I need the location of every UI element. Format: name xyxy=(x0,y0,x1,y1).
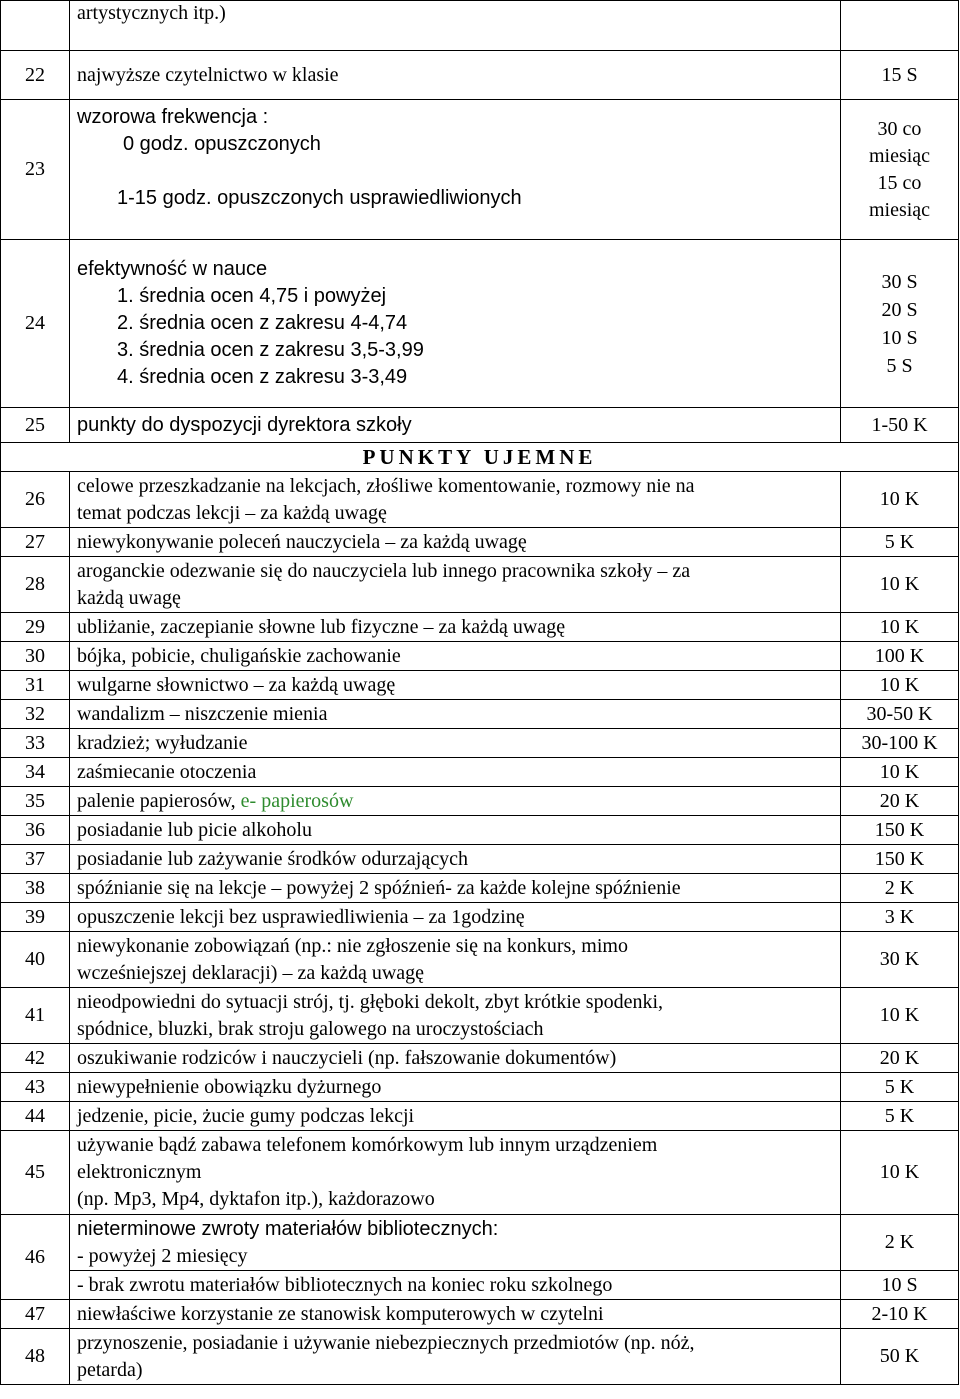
row-item: 1. średnia ocen 4,75 i powyżej xyxy=(117,285,387,307)
row-number: 45 xyxy=(1,1131,70,1215)
section-header: PUNKTY UJEMNE xyxy=(1,443,959,472)
row-text-highlight: e- papierosów xyxy=(240,789,354,812)
row-number: 34 xyxy=(1,758,70,787)
row-points: 30-50 K xyxy=(841,700,959,729)
row-description xyxy=(70,1073,841,1102)
points-line: 10 S xyxy=(881,326,918,349)
row-text: celowe przeszkadzanie na lekcjach, złośliwe komentowanie, rozmowy nie na xyxy=(77,474,695,497)
row-text: spóźnianie się na lekcje – powyżej 2 spóźnień- za każde kolejne spóźnienie xyxy=(77,876,681,899)
row-number: 46 xyxy=(1,1215,70,1300)
row-description xyxy=(70,1215,841,1271)
points-line: miesiąc xyxy=(868,198,931,221)
table-row xyxy=(1,240,959,408)
table-row xyxy=(1,787,959,816)
row-text: spódnice, bluzki, brak stroju galowego na uroczystościach xyxy=(77,1017,544,1040)
row-points: 3 K xyxy=(841,903,959,932)
row-points: 10 K xyxy=(841,1131,959,1215)
row-description xyxy=(70,932,841,988)
points-line: 15 co xyxy=(877,171,922,194)
row-description xyxy=(70,642,841,671)
row-text: oszukiwanie rodziców i nauczycieli (np. fałszowanie dokumentów) xyxy=(77,1046,617,1069)
row-points: 10 K xyxy=(841,758,959,787)
row-text: najwyższe czytelnictwo w klasie xyxy=(77,63,339,86)
row-points: 2-10 K xyxy=(841,1300,959,1329)
row-description xyxy=(70,671,841,700)
row-number: 44 xyxy=(1,1102,70,1131)
row-points: 30-100 K xyxy=(841,729,959,758)
row-number: 28 xyxy=(1,557,70,613)
row-number: 41 xyxy=(1,988,70,1044)
row-points: 5 K xyxy=(841,1102,959,1131)
row-text: elektronicznym xyxy=(77,1161,202,1183)
table-row xyxy=(1,557,959,613)
row-points: 20 K xyxy=(841,1044,959,1073)
row-text: ubliżanie, zaczepianie słowne lub fizyczne – za każdą uwagę xyxy=(77,615,566,638)
row-description xyxy=(70,1271,841,1300)
row-text: opuszczenie lekcji bez usprawiedliwienia – za 1godzinę xyxy=(77,905,525,928)
table-row xyxy=(1,1131,959,1215)
row-description xyxy=(70,758,841,787)
points-line: miesiąc xyxy=(868,144,931,167)
row-points: 150 K xyxy=(841,845,959,874)
row-points: 10 K xyxy=(841,472,959,528)
row-text: posiadanie lub picie alkoholu xyxy=(77,818,312,841)
row-points: 50 K xyxy=(841,1329,959,1385)
row-text: niewypełnienie obowiązku dyżurnego xyxy=(77,1075,382,1098)
row-points: 10 K xyxy=(841,988,959,1044)
row-description xyxy=(70,988,841,1044)
row-text: niewykonywanie poleceń nauczyciela – za każdą uwagę xyxy=(77,530,527,553)
table-row xyxy=(1,874,959,903)
row-points: 5 K xyxy=(841,1073,959,1102)
row-description xyxy=(70,1,841,51)
row-number: 36 xyxy=(1,816,70,845)
row-text: petarda) xyxy=(77,1358,143,1381)
row-description xyxy=(70,100,841,240)
table-row xyxy=(1,1102,959,1131)
row-title: wzorowa frekwencja : xyxy=(77,106,269,128)
table-row xyxy=(1,988,959,1044)
row-description: punkty do dyspozycji dyrektora szkoły xyxy=(70,408,841,443)
table-row xyxy=(1,472,959,528)
row-description xyxy=(70,557,841,613)
row-points xyxy=(841,100,959,240)
table-row xyxy=(1,1329,959,1385)
table-row xyxy=(1,100,959,240)
row-description xyxy=(70,528,841,557)
row-description xyxy=(70,700,841,729)
row-item: 1-15 godz. opuszczonych usprawiedliwionych xyxy=(117,187,522,209)
row-text: palenie papierosów, xyxy=(77,789,241,812)
section-header-row xyxy=(1,443,959,472)
row-text: kradzież; wyłudzanie xyxy=(77,731,248,754)
row-description xyxy=(70,1044,841,1073)
table-row xyxy=(1,1300,959,1329)
row-description xyxy=(70,903,841,932)
table-row xyxy=(1,816,959,845)
row-points: 15 S xyxy=(841,51,959,100)
table-row xyxy=(1,1073,959,1102)
row-number: 24 xyxy=(1,240,70,408)
row-text: przynoszenie, posiadanie i używanie niebezpiecznych przedmiotów (np. nóż, xyxy=(77,1331,695,1354)
row-number: 29 xyxy=(1,613,70,642)
row-description xyxy=(70,787,841,816)
row-item: 2. średnia ocen z zakresu 4-4,74 xyxy=(117,312,408,334)
row-points: 10 S xyxy=(841,1271,959,1300)
row-item: 4. średnia ocen z zakresu 3-3,49 xyxy=(117,366,408,388)
row-text: wcześniejszej deklaracji) – za każdą uwagę xyxy=(77,961,425,984)
table-row xyxy=(1,408,959,443)
row-description xyxy=(70,874,841,903)
row-number: 33 xyxy=(1,729,70,758)
points-line: 5 S xyxy=(886,354,913,377)
table-row xyxy=(1,1271,959,1300)
points-line: 30 co xyxy=(877,117,922,140)
row-text: każdą uwagę xyxy=(77,586,181,609)
row-number: 39 xyxy=(1,903,70,932)
row-text: używanie bądź zabawa telefonem komórkowym lub innym urządzeniem xyxy=(77,1134,658,1156)
row-text: niewłaściwe korzystanie ze stanowisk komputerowych w czytelni xyxy=(77,1302,604,1325)
row-text: bójka, pobicie, chuligańskie zachowanie xyxy=(77,644,401,667)
table-row xyxy=(1,642,959,671)
table-row xyxy=(1,700,959,729)
row-description xyxy=(70,1300,841,1329)
points-line: 20 S xyxy=(881,298,918,321)
row-number xyxy=(1,1,70,51)
row-points: 1-50 K xyxy=(841,408,959,443)
table-row xyxy=(1,671,959,700)
row-text: zaśmiecanie otoczenia xyxy=(77,760,257,783)
row-number: 37 xyxy=(1,845,70,874)
row-points: 150 K xyxy=(841,816,959,845)
row-item: 3. średnia ocen z zakresu 3,5-3,99 xyxy=(117,339,424,361)
row-number: 23 xyxy=(1,100,70,240)
row-number: 35 xyxy=(1,787,70,816)
table-row xyxy=(1,528,959,557)
row-points: 20 K xyxy=(841,787,959,816)
row-text: - powyżej 2 miesięcy xyxy=(77,1244,248,1267)
row-text: artystycznych itp.) xyxy=(77,2,226,24)
row-number: 22 xyxy=(1,51,70,100)
row-description xyxy=(70,845,841,874)
row-description xyxy=(70,240,841,408)
row-points: 30 K xyxy=(841,932,959,988)
row-points: 2 K xyxy=(841,1215,959,1271)
row-number: 42 xyxy=(1,1044,70,1073)
row-description xyxy=(70,1329,841,1385)
table-row xyxy=(1,729,959,758)
row-number: 40 xyxy=(1,932,70,988)
row-points: 100 K xyxy=(841,642,959,671)
row-points: 10 K xyxy=(841,557,959,613)
table-row xyxy=(1,1044,959,1073)
row-points: 10 K xyxy=(841,613,959,642)
row-description xyxy=(70,816,841,845)
row-description xyxy=(70,1102,841,1131)
row-text: nieodpowiedni do sytuacji strój, tj. głęboki dekolt, zbyt krótkie spodenki, xyxy=(77,990,664,1013)
row-description xyxy=(70,51,841,100)
row-description xyxy=(70,613,841,642)
row-number: 31 xyxy=(1,671,70,700)
row-text: (np. Mp3, Mp4, dyktafon itp.), każdorazowo xyxy=(77,1188,435,1210)
row-text: nieterminowe zwroty materiałów bibliotecznych: xyxy=(77,1217,499,1240)
row-points xyxy=(841,240,959,408)
row-item: 0 godz. opuszczonych xyxy=(123,133,321,155)
row-number: 48 xyxy=(1,1329,70,1385)
row-text: wandalizm – niszczenie mienia xyxy=(77,702,328,725)
row-text: wulgarne słownictwo – za każdą uwagę xyxy=(77,673,396,696)
table-row xyxy=(1,613,959,642)
row-description xyxy=(70,1131,841,1215)
table-row xyxy=(1,845,959,874)
row-text: niewykonanie zobowiązań (np.: nie zgłoszenie się na konkurs, mimo xyxy=(77,934,628,957)
row-points: 10 K xyxy=(841,671,959,700)
table-row xyxy=(1,758,959,787)
table-row xyxy=(1,903,959,932)
table-row xyxy=(1,1215,959,1271)
row-title: efektywność w nauce xyxy=(77,258,268,280)
row-number: 38 xyxy=(1,874,70,903)
row-number: 47 xyxy=(1,1300,70,1329)
row-points xyxy=(841,1,959,51)
row-number: 25 xyxy=(1,408,70,443)
row-points: 2 K xyxy=(841,874,959,903)
row-description xyxy=(70,729,841,758)
row-description xyxy=(70,472,841,528)
table-row xyxy=(1,51,959,100)
row-number: 26 xyxy=(1,472,70,528)
row-number: 27 xyxy=(1,528,70,557)
row-text: aroganckie odezwanie się do nauczyciela lub innego pracownika szkoły – za xyxy=(77,559,691,582)
row-number: 32 xyxy=(1,700,70,729)
row-text: jedzenie, picie, żucie gumy podczas lekcji xyxy=(77,1104,415,1127)
row-text: temat podczas lekcji – za każdą uwagę xyxy=(77,501,387,524)
table-row xyxy=(1,932,959,988)
row-points: 5 K xyxy=(841,528,959,557)
table-row xyxy=(1,1,959,51)
row-number: 43 xyxy=(1,1073,70,1102)
points-line: 30 S xyxy=(881,270,918,293)
row-text: - brak zwrotu materiałów bibliotecznych na koniec roku szkolnego xyxy=(77,1273,613,1296)
row-text: posiadanie lub zażywanie środków odurzających xyxy=(77,847,468,870)
row-number: 30 xyxy=(1,642,70,671)
